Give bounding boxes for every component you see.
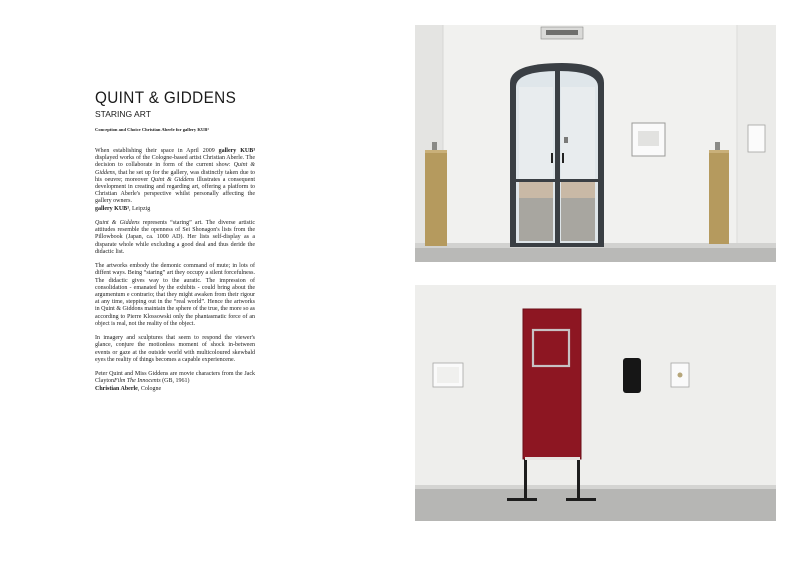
page-subtitle: STARING ART <box>95 109 151 119</box>
paragraph-imagery: In imagery and sculptures that seem to respond the viewer's glance, conjure the motionless moment of shock in-between events or gaze at the outside world with multicoloured skewbald eyes the reality of things becomes a capable experiencene. <box>95 335 255 363</box>
gallery-photo-banner <box>415 285 776 521</box>
paragraph-staring-art: Quint & Giddens represents “staring” art. The diverse artistic attitudes resemble the openness of Sei Shonagon's lists from the Pillowbook (Japan, ca. 1000 AD). Her lists self-display as a disparate whole while excluding a good deal and thus deride the didactic list. <box>95 220 255 255</box>
gallery-door-scene <box>415 25 776 262</box>
page-title: QUINT & GIDDENS <box>95 88 237 107</box>
gallery-photo-door <box>415 25 776 262</box>
credit-line: Conception and Choice Christian Aberle for gallery KUB³ <box>95 127 209 132</box>
paragraph-characters: Peter Quint and Miss Giddens are movie characters from the Jack ClaytonFilm The Innocents (GB, 1961) Christian Aberle, Cologne <box>95 371 255 392</box>
gallery-banner-scene <box>415 285 776 521</box>
paragraph-artworks: The artworks embody the demonic command of mute; in lots of diffent ways. Being “staring” art they occupy a silent forcefulness. The didactic gives way to the auratic. The impression of consolidation - emanated by the exhibits - could bring about the argumentum e contrario; that they might awaken from their rigour at any time, stepping out in the “real world”. Hence the artworks in Quint & Giddons maintain the sphere of the true, the more so as according to Pierre Klossowski only the phantasmatic force of an object is real, not the reality of the object. <box>95 263 255 327</box>
body-text <box>95 148 255 393</box>
text-column <box>95 88 255 400</box>
paragraph-intro: When establishing their space in April 2009 gallery KUB³ displayed works of the Cologne-based artist Christian Aberle. The decision to collaborate in form of the current show: Quint & Giddens, that he set up for the gallery, was distinctly taken due to his oeuvre; moreover Quint & Giddens illustrates a consequent development in creating and regarding art, offering a platform to Christian Aberle's perspective whilst personally affecting the gallery owners. gallery KUB³, Leipzig <box>95 148 256 212</box>
